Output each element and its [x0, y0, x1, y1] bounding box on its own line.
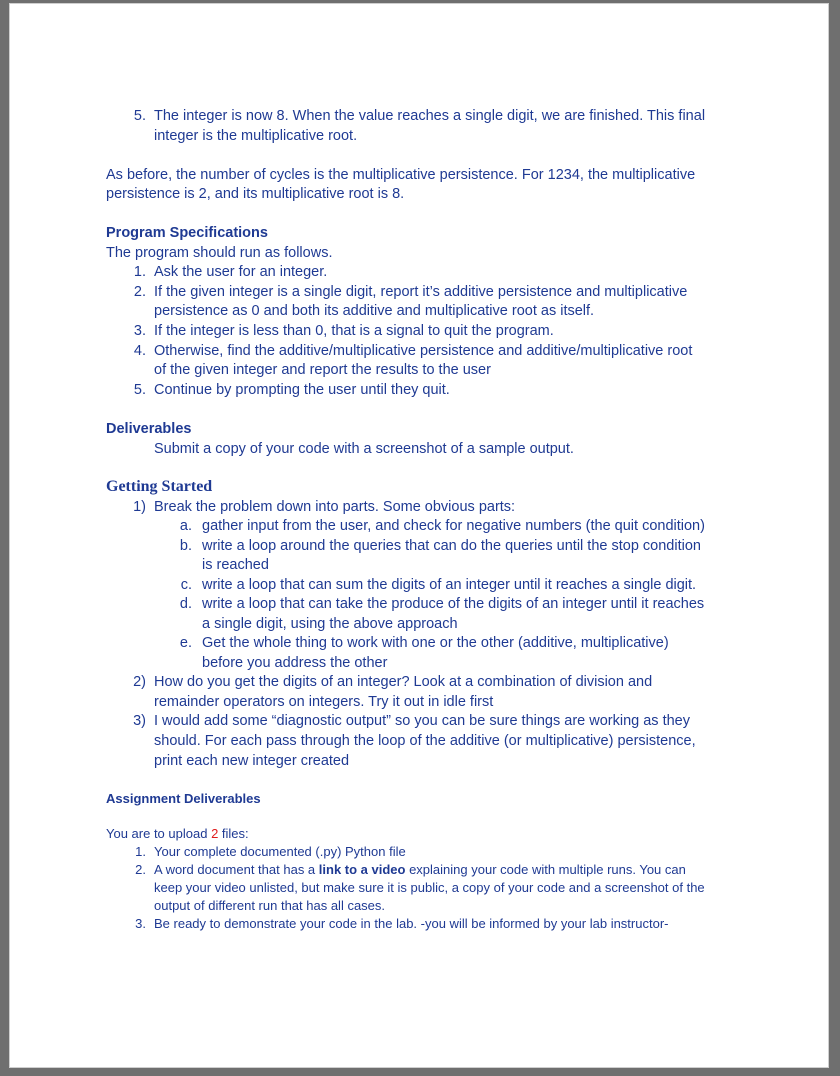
sublist-item-text: Get the whole thing to work with one or the other (additive, multiplicative) — [202, 635, 669, 651]
list-number: 3. — [133, 323, 146, 339]
sublist-letter: b. — [179, 538, 192, 554]
list-item-text: output of different run that has all cases. — [154, 898, 386, 913]
list-item-text: Your complete documented (.py) Python file — [154, 844, 406, 859]
upload-instruction — [106, 826, 249, 842]
list-number: 3) — [133, 713, 146, 729]
list-item-text: Continue by prompting the user until they quit. — [154, 382, 450, 398]
section-heading-getting-started: Getting Started — [106, 478, 213, 495]
list-item-text: should. For each pass through the loop of the additive (or multiplicative) persistence, — [154, 733, 696, 749]
list-number: 1. — [133, 264, 146, 280]
upload-post-text: files: — [218, 826, 249, 841]
sublist-item-text: write a loop that can sum the digits of an integer until it reaches a single digit. — [202, 577, 697, 593]
sublist-letter: a. — [179, 518, 192, 534]
list-item-text: print each new integer created — [154, 753, 350, 769]
list-item-text: integer is the multiplicative root. — [154, 128, 358, 144]
list-item-text: of the given integer and report the results to the user — [154, 362, 491, 378]
list-number: 2) — [133, 674, 146, 690]
list-item-text: remainder operators on integers. Try it out in idle first — [154, 694, 494, 710]
text-run: A word document that has a — [154, 862, 319, 877]
sublist-letter: d. — [179, 596, 192, 612]
list-number: 2. — [135, 862, 146, 877]
document-page — [10, 4, 828, 1067]
sublist-item-text: before you address the other — [202, 655, 388, 671]
bold-link-phrase: link to a video — [318, 862, 406, 877]
paragraph-text: persistence is 2, and its multiplicative root is 8. — [106, 186, 405, 202]
list-item-text: persistence as 0 and both its additive and multiplicative root as itself. — [154, 303, 595, 319]
upload-count: 2 — [211, 826, 219, 841]
list-item-text: If the given integer is a single digit, report it’s additive persistence and multiplicative — [154, 284, 688, 300]
deliverables-text: Submit a copy of your code with a screenshot of a sample output. — [154, 441, 574, 457]
list-number: 1. — [135, 844, 146, 859]
list-item-text: Otherwise, find the additive/multiplicative persistence and additive/multiplicative root — [154, 343, 693, 359]
sublist-item-text: write a loop around the queries that can do the queries until the stop condition — [202, 538, 701, 554]
specs-intro: The program should run as follows. — [106, 245, 333, 261]
sublist-letter: e. — [179, 635, 192, 651]
section-heading-deliverables: Deliverables — [106, 421, 192, 437]
sublist-item-text: is reached — [202, 557, 269, 573]
list-number: 1) — [133, 499, 146, 515]
section-heading-assignment: Assignment Deliverables — [106, 791, 261, 806]
list-number: 5. — [133, 382, 146, 398]
list-item-text: The integer is now 8. When the value reaches a single digit, we are finished. This final — [154, 108, 706, 124]
list-item-text: Break the problem down into parts. Some obvious parts: — [154, 499, 516, 515]
sublist-item-text: write a loop that can take the produce of the digits of an integer until it reaches — [202, 596, 705, 612]
list-item-text: If the integer is less than 0, that is a signal to quit the program. — [154, 323, 554, 339]
list-item-text: I would add some “diagnostic output” so you can be sure things are working as they — [154, 713, 690, 729]
list-item-text: How do you get the digits of an integer? Look at a combination of division and — [154, 674, 653, 690]
sublist-item-text: a single digit, using the above approach — [202, 616, 458, 632]
list-item-text: Ask the user for an integer. — [154, 264, 328, 280]
list-number: 2. — [133, 284, 146, 300]
list-number: 5. — [133, 108, 146, 124]
sublist-item-text: gather input from the user, and check for negative numbers (the quit condition) — [202, 518, 705, 534]
paragraph-text: As before, the number of cycles is the multiplicative persistence. For 1234, the multiplicative — [106, 167, 696, 183]
text-run: explaining your code with multiple runs. You can — [405, 862, 686, 877]
list-item-text: Be ready to demonstrate your code in the lab. -you will be informed by your lab instructor- — [154, 916, 669, 931]
list-number: 3. — [135, 916, 146, 931]
list-number: 4. — [133, 343, 146, 359]
list-item-text: keep your video unlisted, but make sure it is public, a copy of your code and a screenshot of the — [154, 880, 705, 895]
sublist-letter: c. — [180, 577, 192, 593]
list-item-text — [154, 862, 686, 878]
section-heading-specs: Program Specifications — [106, 225, 268, 241]
upload-pre-text: You are to upload — [106, 826, 212, 841]
